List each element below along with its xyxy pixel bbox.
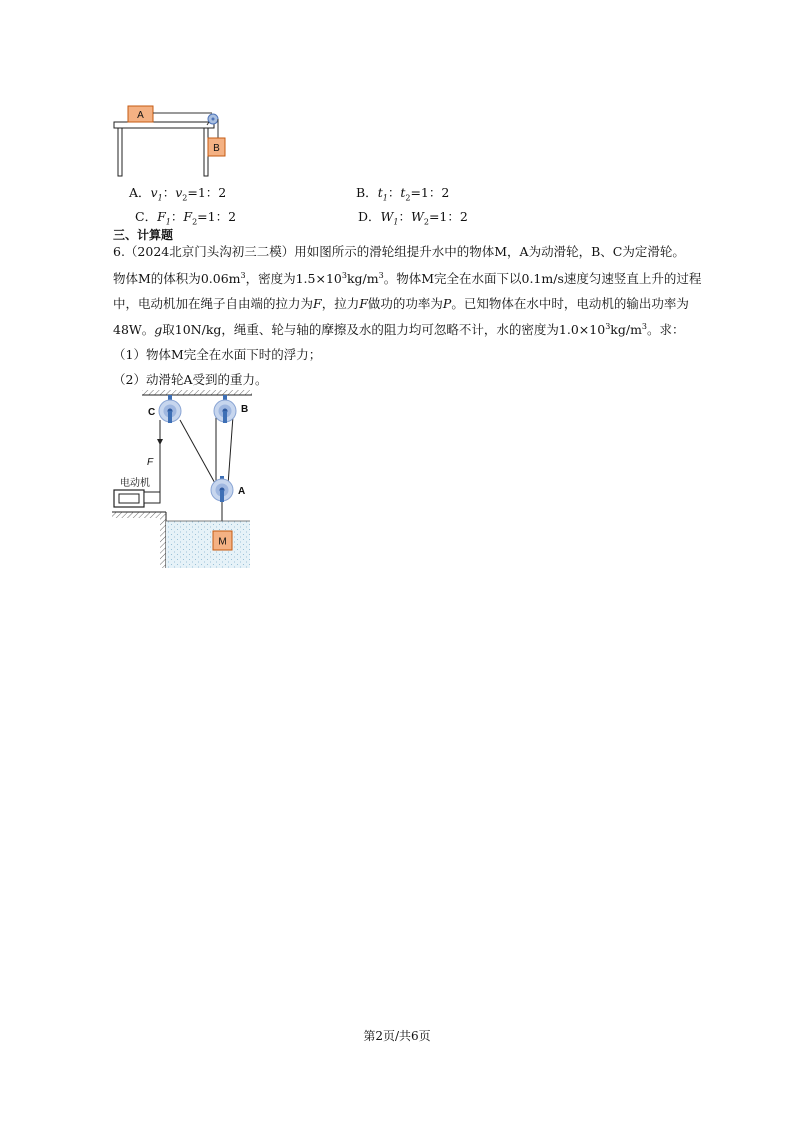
question-2: （2）动滑轮A受到的重力。 — [113, 372, 268, 387]
force-arrow — [157, 439, 163, 445]
table-pulley-figure — [108, 102, 228, 178]
rope-b-right — [228, 416, 233, 485]
block-b-label: B — [213, 143, 220, 154]
problem6-line1: 6.（2024北京门头沟初三二模）用如图所示的滑轮组提升水中的物体M，A为动滑轮，B、C为定滑轮。 — [113, 244, 685, 259]
question-1: （1）物体M完全在水面下时的浮力； — [113, 347, 322, 362]
label-a: A — [238, 486, 246, 497]
label-b: B — [241, 404, 249, 415]
label-motor: 电动机 — [120, 478, 150, 489]
block-a-label: A — [137, 110, 144, 121]
pulley-a — [211, 476, 233, 502]
pulley-system-figure — [110, 388, 252, 568]
option-a: A．$v_1$：$v_2=1$：2 — [129, 185, 227, 203]
problem6-line4: 48W。g取10N/kg，绳重、轮与轴的摩擦及水的阻力均可忽略不计，水的密度为$1.0\times 10^3kg/m^3$。求： — [113, 321, 685, 337]
option-c: C．$F_1$：$F_2=1$：2 — [135, 209, 237, 227]
label-m: M — [218, 536, 227, 548]
pulley-c — [159, 400, 181, 423]
table-leg-left — [118, 128, 122, 176]
page-footer: 第2页/共6页 — [363, 1029, 431, 1043]
rope-c-to-a — [180, 420, 216, 485]
section-heading: 三、计算题 — [113, 228, 174, 242]
option-d: D．$W_1$：$W_2=1$：2 — [358, 209, 468, 227]
option-b: B．$t_1$：$t_2=1$：2 — [356, 185, 450, 203]
problem6-line3: 中，电动机加在绳子自由端的拉力为F，拉力F做功的功率为P。已知物体在水中时，电动机的输出功率为 — [113, 296, 689, 311]
table-leg-right — [204, 128, 208, 176]
label-c: C — [148, 407, 156, 418]
ceiling-hatch — [142, 390, 252, 395]
problem6-line2: 物体M的体积为$0.06m^3$，密度为$1.5\times 10^3kg/m^3$。物体M完全在水面下以0.1m/s速度匀速竖直上升的过程 — [113, 270, 702, 286]
label-f: F — [147, 457, 154, 468]
water — [166, 521, 250, 568]
table-top — [114, 122, 214, 128]
